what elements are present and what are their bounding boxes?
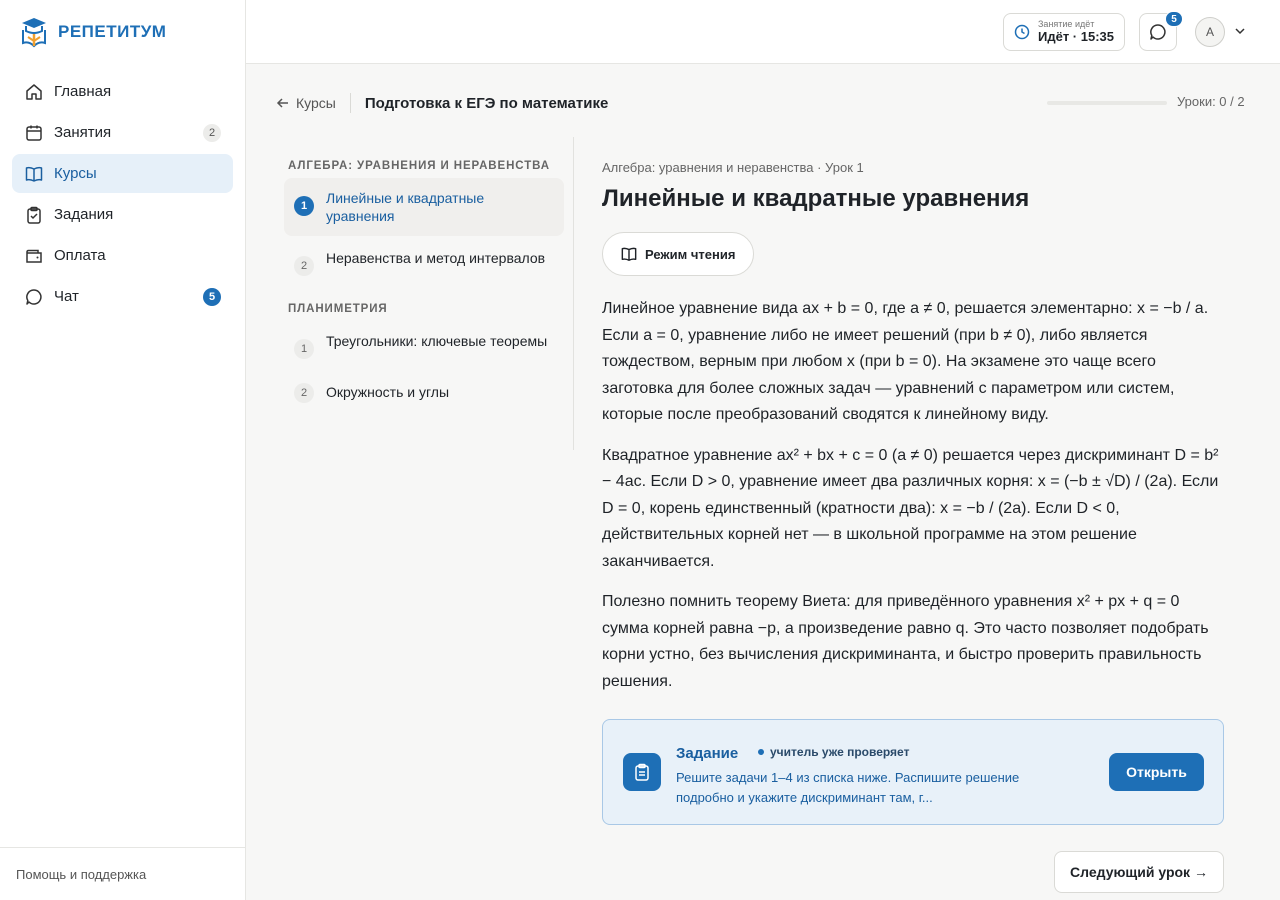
status-dot <box>758 749 764 755</box>
lesson-title: Треугольники: ключевые теоремы <box>326 333 548 349</box>
back-button[interactable] <box>276 93 351 113</box>
notification-badge: 5 <box>1165 11 1183 27</box>
sidebar <box>0 0 246 900</box>
chat-bubble-icon <box>1149 23 1167 41</box>
unread-badge: 5 <box>203 288 221 306</box>
lesson-paragraph: Линейное уравнение вида ax + b = 0, где a ≠ 0, решается элементарно: x = −b / a. Если a = 0, уравнение либо не имеет решений (при b ≠ 0), либо является тождеством, верным при любом x (при b = 0). На экзамене это чаще всего заготовка для более сложных задач — уравнений с параметром или систем, которые после преобразований сводятся к линейному виду. <box>602 300 1209 423</box>
sidebar-item-tasks[interactable] <box>12 195 233 234</box>
lesson-item[interactable] <box>284 178 564 236</box>
task-card <box>602 719 1224 825</box>
sidebar-item-label: Курсы <box>54 165 97 182</box>
task-description: Решите задачи 1–4 из списка ниже. Распишите решение подробно и укажите дискриминант там, г... <box>676 770 1020 805</box>
arrow-left-icon <box>276 96 290 110</box>
lesson-meta: Алгебра: уравнения и неравенства · Урок 1 <box>602 160 864 175</box>
book-open-icon <box>621 246 637 262</box>
lesson-item[interactable] <box>284 238 564 287</box>
lesson-list <box>284 160 564 416</box>
chevron-down-icon[interactable] <box>1233 24 1247 38</box>
task-status-text: учитель уже проверяет <box>770 745 910 759</box>
main-nav <box>12 72 233 318</box>
progress-text: Уроки: 0 / 2 <box>1177 94 1245 109</box>
section-title: ПЛАНИМЕТРИЯ <box>288 303 388 315</box>
next-lesson-button[interactable]: Следующий урок → <box>1054 851 1224 893</box>
calendar-icon <box>24 123 44 143</box>
course-title: Подготовка к ЕГЭ по математике <box>364 94 609 112</box>
breadcrumb <box>276 90 608 116</box>
reading-mode-button[interactable] <box>602 232 754 276</box>
open-task-button[interactable]: Открыть <box>1109 753 1204 791</box>
avatar[interactable]: А <box>1195 17 1225 47</box>
task-status <box>758 745 909 759</box>
sidebar-item-label: Главная <box>54 83 112 100</box>
course-progress-bar <box>1047 101 1167 105</box>
lesson-heading: Линейные и квадратные уравнения <box>602 185 1030 212</box>
session-label: Занятие идёт <box>1038 18 1095 29</box>
lesson-number: 2 <box>294 256 314 276</box>
wallet-icon <box>24 246 44 266</box>
lesson-item[interactable] <box>284 372 564 414</box>
brand-name: РЕПЕТИТУМ <box>58 22 167 41</box>
chat-icon <box>24 287 44 307</box>
lesson-number: 2 <box>294 383 314 403</box>
sidebar-footer <box>0 847 245 900</box>
help-link[interactable]: Помощь и поддержка <box>16 866 147 882</box>
home-icon <box>24 82 44 102</box>
sidebar-item-chat[interactable] <box>12 277 233 316</box>
reading-mode-label: Режим чтения <box>645 246 736 262</box>
lesson-number: 1 <box>294 339 314 359</box>
lesson-paragraph: Квадратное уравнение ax² + bx + c = 0 (a ≠ 0) решается через дискриминант D = b² − 4ac. Если D > 0, уравнение имеет два различных корня: x = (−b ± √D) / (2a). Если D = 0, корень единственный (кратности два): x = −b / (2a). Если D < 0, действительных корней нет — в школьной программе на этом решение заканчивается. <box>602 446 1219 570</box>
clipboard-check-icon <box>24 205 44 225</box>
book-icon <box>24 164 44 184</box>
column-divider <box>573 137 574 450</box>
sidebar-item-label: Задания <box>54 206 114 223</box>
lesson-number: 1 <box>294 196 314 216</box>
topbar <box>246 0 1280 64</box>
section-title: АЛГЕБРА: УРАВНЕНИЯ И НЕРАВЕНСТВА <box>288 160 550 172</box>
lesson-item[interactable] <box>284 321 564 370</box>
messages-button[interactable] <box>1139 13 1177 51</box>
lesson-title: Линейные и квадратные уравнения <box>326 190 485 224</box>
sidebar-item-home[interactable] <box>12 72 233 111</box>
lesson-paragraph: Полезно помнить теорему Виета: для приведённого уравнения x² + px + q = 0 сумма корней равна −p, а произведение равно q. Это часто позволяет подобрать корни устно, без вычисления дискриминанта, и быстро проверить правильность решения. <box>602 593 1209 690</box>
lesson-title: Окружность и углы <box>326 384 450 400</box>
back-label: Курсы <box>296 95 336 111</box>
lesson-title: Неравенства и метод интервалов <box>326 250 546 266</box>
count-badge: 2 <box>203 124 221 142</box>
clipboard-icon <box>623 753 661 791</box>
session-time: Идёт · 15:35 <box>1038 28 1114 44</box>
logo-icon <box>20 16 48 48</box>
sidebar-item-label: Чат <box>54 288 79 305</box>
sidebar-item-courses[interactable] <box>12 154 233 193</box>
sidebar-item-payment[interactable] <box>12 236 233 275</box>
sidebar-item-lessons[interactable] <box>12 113 233 152</box>
lesson-content <box>602 160 1224 709</box>
brand[interactable] <box>20 16 166 48</box>
task-title: Задание <box>676 745 739 762</box>
sidebar-item-label: Оплата <box>54 247 106 264</box>
sidebar-item-label: Занятия <box>54 124 112 141</box>
session-status-button[interactable] <box>1003 13 1125 51</box>
clock-icon <box>1014 24 1030 40</box>
